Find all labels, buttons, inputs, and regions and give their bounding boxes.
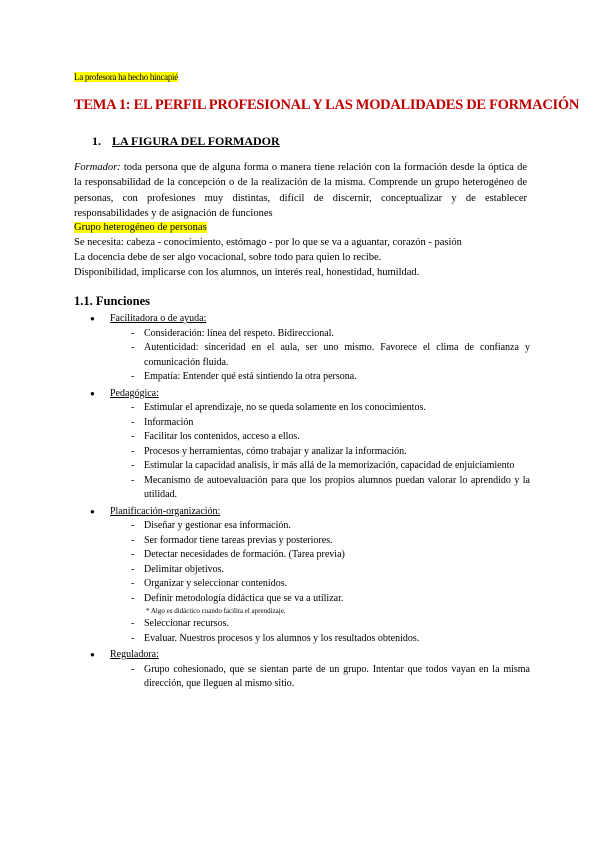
item-text: Organizar y seleccionar contenidos. (144, 578, 288, 589)
function-category (74, 387, 530, 402)
dash-marker: - (131, 460, 135, 471)
item-text: Delimitar objetivos. (144, 563, 224, 575)
list-item (74, 519, 530, 534)
item-text: Diseñar y gestionar esa información. (144, 520, 291, 531)
dash-marker: - (131, 592, 135, 604)
dash-marker: - (131, 431, 135, 442)
list-item (74, 534, 530, 549)
item-text: Autenticidad: sinceridad en el aula, ser uno mismo. Favorece el clima de confianza y comunicación fluida. (144, 342, 530, 368)
dash-marker: - (131, 578, 135, 589)
item-text: Facilitar los contenidos, acceso a ellos. (144, 431, 300, 442)
function-category (74, 312, 530, 327)
definition-term: Formador: (74, 162, 121, 173)
list-item (74, 474, 530, 503)
dash-marker: - (131, 534, 135, 546)
definition-paragraph (74, 160, 527, 222)
item-text: Definir metodología didáctica que se va a utilizar. (144, 592, 344, 604)
text-line-1: Se necesita: cabeza - conocimiento, estómago - por lo que se va a aguantar, corazón - pasión (74, 237, 462, 248)
section-title: LA FIGURA DEL FORMADOR (112, 134, 280, 148)
function-category (74, 648, 530, 663)
dash-marker: - (131, 474, 135, 486)
dash-marker: - (131, 520, 135, 531)
dash-marker: - (131, 632, 135, 644)
category-label: Pedagógica: (110, 387, 159, 399)
item-text: Detectar necesidades de formación. (Tarea previa) (144, 549, 345, 560)
category-label: Planificación-organización: (110, 505, 221, 517)
category-label: Reguladora: (110, 649, 159, 660)
item-text: Consideración: línea del respeto. Bidireccional. (144, 327, 334, 339)
list-item (74, 445, 530, 460)
dash-marker: - (131, 549, 135, 560)
text-line-2: La docencia debe de ser algo vocacional, sobre todo para quien lo recibe. (74, 252, 382, 263)
item-text: Ser formador tiene tareas previas y posteriores. (144, 534, 333, 546)
list-item (74, 663, 530, 692)
definition-text: toda persona que de alguna forma o manera tiene relación con la formación desde la óptica de la responsabilidad de la concepción o de la realización de la misma. Comprende un grupo heterogéneo de personas, con profesiones muy distintas, difícil de discernir, conceptualizar y de establecer responsabilidades y de asignación de funciones (74, 162, 527, 220)
item-text: Estimular la capacidad analisis, ir más allá de la memorización, capacidad de enjuiciamiento (144, 460, 515, 471)
item-text: Grupo cohesionado, que se sientan parte de un grupo. Intentar que todos vayan en la misma dirección, que lleguen al mismo sitio. (144, 663, 530, 689)
text-line-3: Disponibilidad, implicarse con los alumnos, un interés real, honestidad, humildad. (74, 267, 420, 278)
list-item (74, 430, 530, 445)
item-text: Información (144, 416, 194, 428)
dash-marker: - (131, 618, 135, 629)
dash-marker: - (131, 445, 135, 457)
item-text: Estimular el aprendizaje, no se queda solamente en los conocimientos. (144, 402, 426, 413)
item-text: Procesos y herramientas, cómo trabajar y analizar la información. (144, 445, 407, 457)
item-text: Seleccionar recursos. (144, 618, 229, 629)
list-item (74, 327, 530, 342)
item-text: Mecanismo de autoevaluación para que los propios alumnos puedan valorar lo aprendido y la utilidad. (144, 474, 530, 500)
function-category (74, 505, 530, 520)
bullet-icon: ● (90, 388, 95, 398)
bullet-icon: ● (90, 506, 95, 516)
dash-marker: - (131, 327, 135, 339)
list-item (74, 401, 530, 416)
subsection-heading: 1.1. Funciones (74, 294, 151, 308)
list-item (74, 416, 530, 431)
list-item (74, 632, 530, 647)
item-text: Evaluar. Nuestros procesos y los alumnos y los resultados obtenidos. (144, 632, 420, 644)
list-item (74, 617, 530, 632)
list-item (74, 341, 530, 370)
list-item (74, 459, 530, 474)
dash-marker: - (131, 342, 135, 353)
dash-marker: - (131, 663, 135, 675)
dash-marker: - (131, 416, 135, 428)
list-item (74, 370, 530, 385)
bullet-icon: ● (90, 650, 95, 659)
category-label: Facilitadora o de ayuda: (110, 313, 207, 324)
section-heading (92, 134, 280, 149)
dash-marker: - (131, 402, 135, 413)
highlighted-text: Grupo heterogéneo de personas (74, 222, 207, 233)
footnote: * Algo es didáctico cuando facilita el aprendizaje. (146, 607, 286, 615)
list-item (74, 592, 530, 607)
dash-marker: - (131, 371, 135, 382)
highlight-note: La profesora ha hecho hincapié (74, 72, 178, 82)
list-item (74, 548, 530, 563)
item-text: Empatía: Entender qué está sintiendo la otra persona. (144, 371, 357, 382)
list-item (74, 563, 530, 578)
section-number: 1. (92, 134, 101, 148)
functions-list (74, 312, 530, 694)
dash-marker: - (131, 563, 135, 575)
page-title: TEMA 1: EL PERFIL PROFESIONAL Y LAS MODALIDADES DE FORMACIÓN (74, 97, 579, 113)
list-item (74, 577, 530, 592)
bullet-icon: ● (90, 314, 95, 323)
